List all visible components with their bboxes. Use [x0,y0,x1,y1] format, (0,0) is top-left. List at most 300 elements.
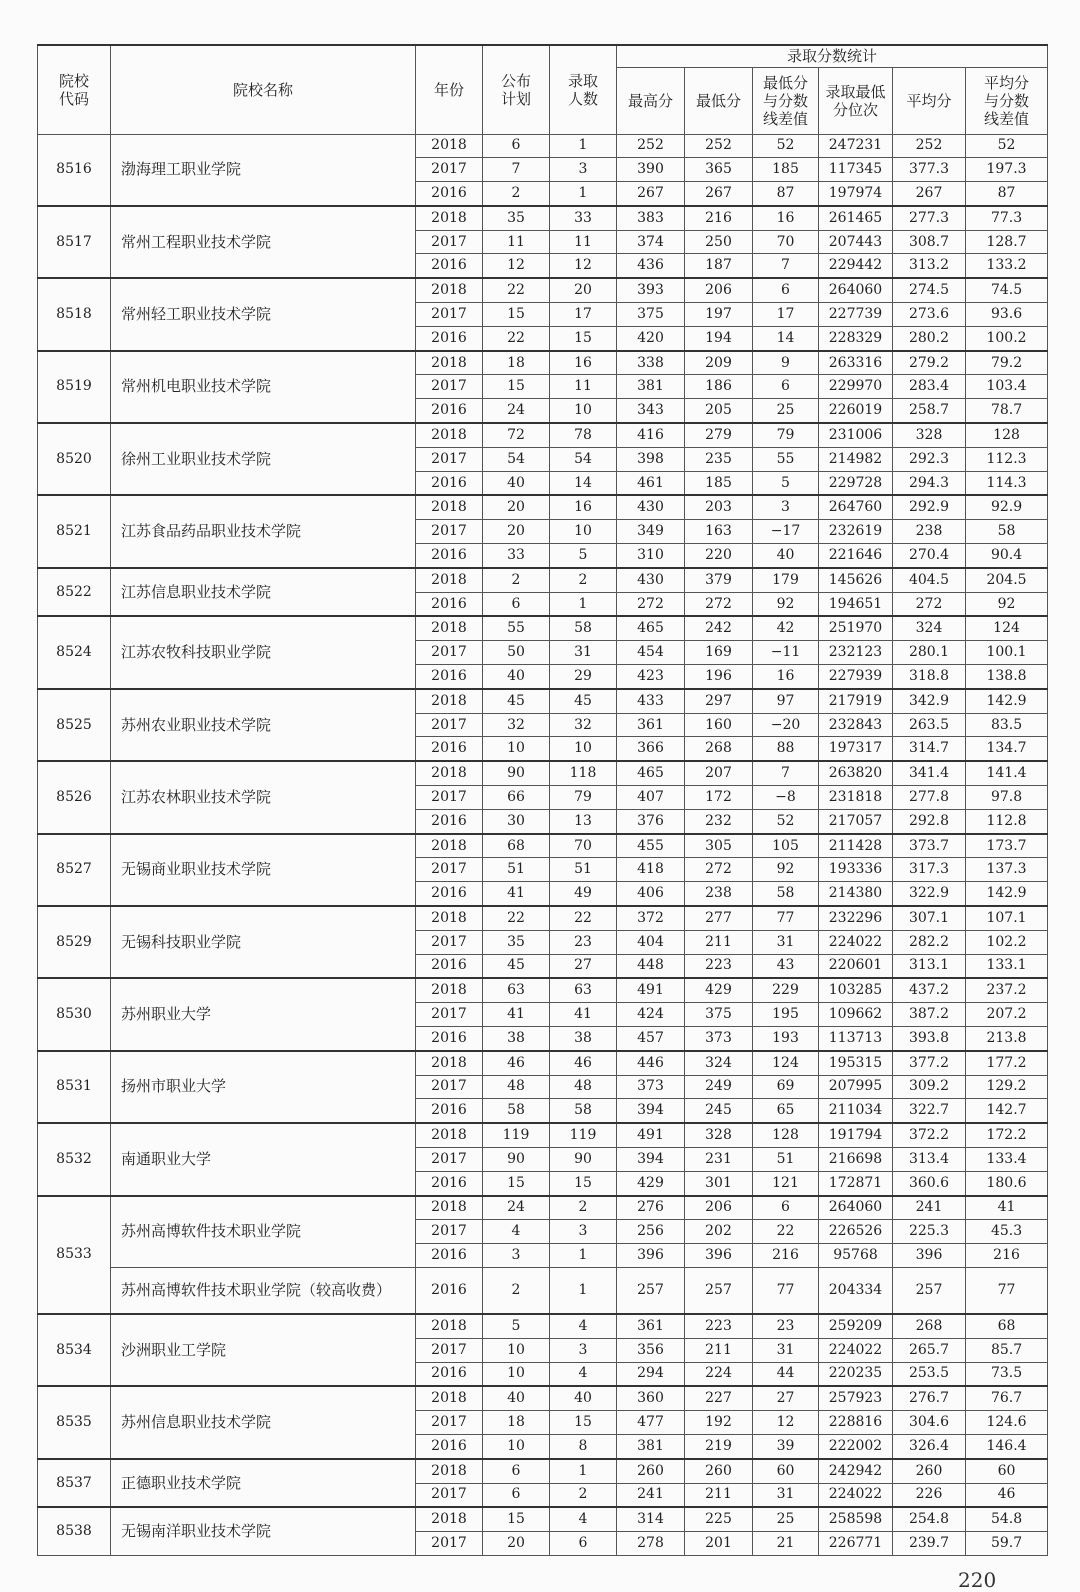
cell-year: 2016 [416,399,483,423]
cell-avg-diff: 141.4 [966,761,1048,785]
cell-avg-score: 308.7 [893,230,966,254]
cell-min-score: 242 [685,616,753,640]
cell-min-score: 301 [685,1171,753,1195]
cell-min-score: 245 [685,1099,753,1123]
cell-max-score: 436 [617,254,685,278]
cell-year: 2017 [416,375,483,399]
school-code: 8531 [38,1051,111,1123]
cell-min-diff: 25 [753,1507,819,1531]
cell-avg-score: 254.8 [893,1507,966,1531]
cell-min-score: 235 [685,447,753,471]
cell-plan: 22 [483,906,550,930]
school-code: 8525 [38,689,111,761]
cell-min-rank: 207443 [819,230,893,254]
cell-min-diff: 77 [753,1267,819,1314]
cell-plan: 35 [483,930,550,954]
cell-min-diff: −17 [753,520,819,544]
cell-min-rank: 261465 [819,206,893,230]
cell-min-rank: 264060 [819,1196,893,1220]
cell-admitted: 51 [550,858,617,882]
cell-min-score: 209 [685,351,753,375]
cell-max-score: 381 [617,375,685,399]
cell-admitted: 4 [550,1362,617,1386]
cell-min-score: 297 [685,689,753,713]
cell-avg-score: 313.1 [893,954,966,978]
cell-min-rank: 214982 [819,447,893,471]
cell-avg-score: 393.8 [893,1026,966,1050]
school-name: 无锡商业职业技术学院 [111,834,416,906]
school-name: 南通职业大学 [111,1123,416,1195]
cell-min-rank: 231006 [819,423,893,447]
cell-min-rank: 207995 [819,1075,893,1099]
cell-min-score: 375 [685,1003,753,1027]
cell-min-rank: 263820 [819,761,893,785]
cell-plan: 66 [483,786,550,810]
cell-admitted: 4 [550,1507,617,1531]
cell-year: 2018 [416,495,483,519]
cell-admitted: 1 [550,182,617,206]
cell-year: 2018 [416,1314,483,1338]
cell-max-score: 356 [617,1338,685,1362]
cell-min-score: 268 [685,737,753,761]
cell-plan: 12 [483,254,550,278]
cell-avg-diff: 216 [966,1244,1048,1268]
cell-admitted: 27 [550,954,617,978]
cell-min-diff: 43 [753,954,819,978]
cell-avg-score: 326.4 [893,1434,966,1458]
cell-plan: 51 [483,858,550,882]
cell-admitted: 3 [550,158,617,182]
cell-plan: 45 [483,954,550,978]
school-code: 8535 [38,1386,111,1458]
cell-max-score: 420 [617,326,685,350]
cell-avg-score: 283.4 [893,375,966,399]
cell-max-score: 257 [617,1267,685,1314]
cell-min-rank: 264760 [819,495,893,519]
cell-admitted: 1 [550,1267,617,1314]
cell-year: 2017 [416,1075,483,1099]
cell-min-rank: 204334 [819,1267,893,1314]
school-name: 扬州市职业大学 [111,1051,416,1123]
cell-year: 2017 [416,641,483,665]
cell-avg-score: 307.1 [893,906,966,930]
cell-min-score: 194 [685,326,753,350]
cell-avg-score: 280.2 [893,326,966,350]
cell-min-rank: 232843 [819,713,893,737]
school-code: 8526 [38,761,111,833]
cell-avg-diff: 102.2 [966,930,1048,954]
cell-admitted: 32 [550,713,617,737]
cell-min-rank: 197974 [819,182,893,206]
cell-avg-diff: 138.8 [966,665,1048,689]
cell-year: 2017 [416,1338,483,1362]
cell-min-rank: 195315 [819,1051,893,1075]
cell-min-score: 211 [685,930,753,954]
cell-min-diff: 7 [753,254,819,278]
cell-year: 2017 [416,158,483,182]
cell-avg-diff: 83.5 [966,713,1048,737]
cell-avg-diff: 112.3 [966,447,1048,471]
cell-plan: 20 [483,1532,550,1556]
cell-avg-score: 304.6 [893,1411,966,1435]
cell-min-diff: 70 [753,230,819,254]
cell-year: 2017 [416,858,483,882]
cell-avg-score: 314.7 [893,737,966,761]
cell-admitted: 11 [550,375,617,399]
cell-avg-score: 257 [893,1267,966,1314]
cell-avg-diff: 77.3 [966,206,1048,230]
cell-year: 2016 [416,1026,483,1050]
cell-avg-score: 279.2 [893,351,966,375]
cell-avg-diff: 78.7 [966,399,1048,423]
cell-max-score: 423 [617,665,685,689]
school-code: 8522 [38,568,111,617]
cell-plan: 90 [483,761,550,785]
cell-year: 2016 [416,326,483,350]
cell-admitted: 3 [550,1338,617,1362]
cell-min-rank: 217057 [819,809,893,833]
table-row [38,1314,1048,1338]
cell-admitted: 119 [550,1123,617,1147]
cell-max-score: 294 [617,1362,685,1386]
school-name: 正德职业技术学院 [111,1459,416,1508]
cell-min-score: 277 [685,906,753,930]
cell-admitted: 90 [550,1147,617,1171]
cell-admitted: 16 [550,495,617,519]
cell-min-score: 203 [685,495,753,519]
cell-min-rank: 145626 [819,568,893,592]
cell-min-score: 365 [685,158,753,182]
cell-min-rank: 221646 [819,544,893,568]
cell-admitted: 48 [550,1075,617,1099]
cell-min-rank: 224022 [819,930,893,954]
cell-min-diff: 69 [753,1075,819,1099]
school-name: 常州机电职业技术学院 [111,351,416,423]
cell-min-score: 224 [685,1362,753,1386]
school-name: 渤海理工职业学院 [111,134,416,206]
cell-avg-score: 387.2 [893,1003,966,1027]
cell-min-diff: 216 [753,1244,819,1268]
cell-min-diff: 16 [753,665,819,689]
school-name: 常州轻工职业技术学院 [111,278,416,350]
cell-year: 2016 [416,737,483,761]
cell-min-score: 250 [685,230,753,254]
cell-min-diff: −11 [753,641,819,665]
cell-avg-diff: 74.5 [966,278,1048,302]
cell-avg-score: 404.5 [893,568,966,592]
cell-min-score: 201 [685,1532,753,1556]
cell-avg-diff: 68 [966,1314,1048,1338]
cell-min-rank: 226771 [819,1532,893,1556]
cell-max-score: 381 [617,1434,685,1458]
cell-min-diff: 124 [753,1051,819,1075]
cell-plan: 40 [483,665,550,689]
cell-min-rank: 220235 [819,1362,893,1386]
cell-avg-score: 309.2 [893,1075,966,1099]
cell-year: 2016 [416,182,483,206]
header-max-score: 最高分 [617,67,685,134]
cell-plan: 10 [483,1338,550,1362]
cell-min-rank: 194651 [819,592,893,616]
cell-admitted: 33 [550,206,617,230]
cell-max-score: 393 [617,278,685,302]
cell-avg-diff: 142.7 [966,1099,1048,1123]
cell-max-score: 310 [617,544,685,568]
cell-plan: 6 [483,134,550,158]
cell-min-rank: 211428 [819,834,893,858]
cell-min-diff: 65 [753,1099,819,1123]
cell-plan: 3 [483,1244,550,1268]
cell-plan: 50 [483,641,550,665]
cell-min-rank: 217919 [819,689,893,713]
cell-plan: 15 [483,1507,550,1531]
cell-max-score: 314 [617,1507,685,1531]
cell-year: 2018 [416,1051,483,1075]
cell-admitted: 2 [550,568,617,592]
cell-year: 2017 [416,1532,483,1556]
cell-admitted: 10 [550,520,617,544]
cell-year: 2017 [416,1411,483,1435]
cell-admitted: 1 [550,134,617,158]
cell-min-score: 211 [685,1338,753,1362]
cell-min-diff: 60 [753,1459,819,1483]
cell-min-diff: 179 [753,568,819,592]
cell-max-score: 491 [617,1123,685,1147]
header-school-code: 院校 代码 [38,45,111,134]
cell-min-diff: 92 [753,858,819,882]
cell-min-score: 185 [685,471,753,495]
cell-min-rank: 231818 [819,786,893,810]
cell-plan: 48 [483,1075,550,1099]
cell-avg-score: 313.2 [893,254,966,278]
cell-year: 2017 [416,230,483,254]
cell-min-rank: 229442 [819,254,893,278]
cell-plan: 90 [483,1147,550,1171]
table-row [38,278,1048,302]
cell-avg-score: 253.5 [893,1362,966,1386]
cell-plan: 2 [483,1267,550,1314]
cell-year: 2016 [416,592,483,616]
cell-min-score: 257 [685,1267,753,1314]
cell-plan: 41 [483,1003,550,1027]
cell-avg-score: 318.8 [893,665,966,689]
cell-min-diff: 105 [753,834,819,858]
cell-min-score: 207 [685,761,753,785]
cell-admitted: 15 [550,1411,617,1435]
cell-admitted: 54 [550,447,617,471]
cell-avg-diff: 146.4 [966,1434,1048,1458]
table-row [38,1123,1048,1147]
cell-min-score: 160 [685,713,753,737]
table-row [38,1459,1048,1483]
cell-avg-diff: 107.1 [966,906,1048,930]
cell-avg-diff: 133.2 [966,254,1048,278]
cell-min-rank: 232123 [819,641,893,665]
cell-avg-diff: 142.9 [966,882,1048,906]
cell-max-score: 394 [617,1099,685,1123]
cell-year: 2016 [416,882,483,906]
cell-min-score: 187 [685,254,753,278]
cell-min-rank: 226526 [819,1220,893,1244]
cell-min-rank: 193336 [819,858,893,882]
school-code: 8527 [38,834,111,906]
cell-max-score: 491 [617,978,685,1002]
cell-year: 2017 [416,1220,483,1244]
cell-avg-diff: 173.7 [966,834,1048,858]
header-avg-diff: 平均分 与分数 线差值 [966,67,1048,134]
cell-admitted: 12 [550,254,617,278]
cell-admitted: 46 [550,1051,617,1075]
cell-max-score: 416 [617,423,685,447]
cell-avg-diff: 112.8 [966,809,1048,833]
cell-max-score: 383 [617,206,685,230]
cell-admitted: 4 [550,1314,617,1338]
cell-year: 2017 [416,930,483,954]
cell-min-score: 227 [685,1386,753,1410]
cell-min-rank: 263316 [819,351,893,375]
cell-admitted: 70 [550,834,617,858]
cell-min-score: 429 [685,978,753,1002]
cell-max-score: 349 [617,520,685,544]
cell-avg-score: 377.2 [893,1051,966,1075]
school-name: 江苏信息职业技术学院 [111,568,416,617]
cell-min-score: 163 [685,520,753,544]
cell-avg-score: 313.4 [893,1147,966,1171]
cell-admitted: 10 [550,737,617,761]
cell-min-diff: 23 [753,1314,819,1338]
cell-avg-diff: 46 [966,1483,1048,1507]
header-school-name: 院校名称 [111,45,416,134]
cell-year: 2017 [416,1003,483,1027]
cell-avg-diff: 204.5 [966,568,1048,592]
table-row [38,1051,1048,1075]
cell-max-score: 241 [617,1483,685,1507]
cell-admitted: 5 [550,544,617,568]
cell-min-score: 196 [685,665,753,689]
cell-avg-diff: 129.2 [966,1075,1048,1099]
cell-avg-diff: 97.8 [966,786,1048,810]
cell-max-score: 361 [617,713,685,737]
cell-max-score: 465 [617,761,685,785]
cell-max-score: 278 [617,1532,685,1556]
cell-min-score: 206 [685,1196,753,1220]
cell-plan: 24 [483,1196,550,1220]
cell-min-diff: 44 [753,1362,819,1386]
cell-year: 2016 [416,665,483,689]
school-name: 苏州高博软件技术职业学院（较高收费） [111,1267,416,1314]
cell-avg-score: 267 [893,182,966,206]
cell-max-score: 390 [617,158,685,182]
cell-avg-score: 258.7 [893,399,966,423]
cell-max-score: 396 [617,1244,685,1268]
cell-min-diff: 51 [753,1147,819,1171]
cell-min-rank: 247231 [819,134,893,158]
cell-admitted: 8 [550,1434,617,1458]
cell-avg-diff: 133.4 [966,1147,1048,1171]
cell-max-score: 448 [617,954,685,978]
cell-max-score: 465 [617,616,685,640]
school-code: 8516 [38,134,111,206]
cell-plan: 119 [483,1123,550,1147]
cell-min-diff: 55 [753,447,819,471]
cell-avg-diff: 137.3 [966,858,1048,882]
cell-min-score: 197 [685,303,753,327]
cell-admitted: 45 [550,689,617,713]
school-name: 苏州信息职业技术学院 [111,1386,416,1458]
cell-admitted: 6 [550,1532,617,1556]
cell-year: 2018 [416,351,483,375]
cell-plan: 38 [483,1026,550,1050]
cell-avg-diff: 213.8 [966,1026,1048,1050]
cell-min-rank: 226019 [819,399,893,423]
cell-plan: 68 [483,834,550,858]
cell-year: 2018 [416,1459,483,1483]
cell-max-score: 424 [617,1003,685,1027]
cell-min-diff: 229 [753,978,819,1002]
cell-min-rank: 117345 [819,158,893,182]
cell-year: 2017 [416,713,483,737]
school-name: 苏州高博软件技术职业学院 [111,1196,416,1268]
cell-min-rank: 224022 [819,1483,893,1507]
table-row [38,978,1048,1002]
school-code: 8537 [38,1459,111,1508]
cell-plan: 7 [483,158,550,182]
cell-plan: 20 [483,520,550,544]
cell-avg-score: 373.7 [893,834,966,858]
cell-avg-diff: 76.7 [966,1386,1048,1410]
cell-plan: 46 [483,1051,550,1075]
cell-year: 2018 [416,906,483,930]
cell-min-diff: 16 [753,206,819,230]
cell-min-score: 305 [685,834,753,858]
cell-year: 2017 [416,447,483,471]
cell-admitted: 2 [550,1196,617,1220]
school-name: 常州工程职业技术学院 [111,206,416,278]
cell-avg-diff: 237.2 [966,978,1048,1002]
cell-admitted: 15 [550,326,617,350]
cell-min-diff: 6 [753,278,819,302]
cell-year: 2017 [416,1483,483,1507]
school-code: 8529 [38,906,111,978]
cell-min-rank: 216698 [819,1147,893,1171]
cell-max-score: 360 [617,1386,685,1410]
cell-max-score: 461 [617,471,685,495]
cell-admitted: 49 [550,882,617,906]
cell-year: 2018 [416,1123,483,1147]
cell-max-score: 361 [617,1314,685,1338]
cell-avg-diff: 128.7 [966,230,1048,254]
cell-min-diff: 92 [753,592,819,616]
cell-min-rank: 258598 [819,1507,893,1531]
cell-avg-diff: 60 [966,1459,1048,1483]
cell-avg-diff: 87 [966,182,1048,206]
cell-plan: 15 [483,375,550,399]
cell-min-rank: 232296 [819,906,893,930]
cell-avg-diff: 58 [966,520,1048,544]
school-name: 江苏农牧科技职业学院 [111,616,416,688]
cell-avg-diff: 128 [966,423,1048,447]
cell-plan: 11 [483,230,550,254]
cell-avg-score: 341.4 [893,761,966,785]
school-name: 徐州工业职业技术学院 [111,423,416,495]
cell-min-diff: 87 [753,182,819,206]
header-min-rank: 录取最低 分位次 [819,67,893,134]
cell-avg-diff: 93.6 [966,303,1048,327]
cell-avg-diff: 124 [966,616,1048,640]
cell-plan: 40 [483,1386,550,1410]
cell-admitted: 22 [550,906,617,930]
cell-min-score: 172 [685,786,753,810]
